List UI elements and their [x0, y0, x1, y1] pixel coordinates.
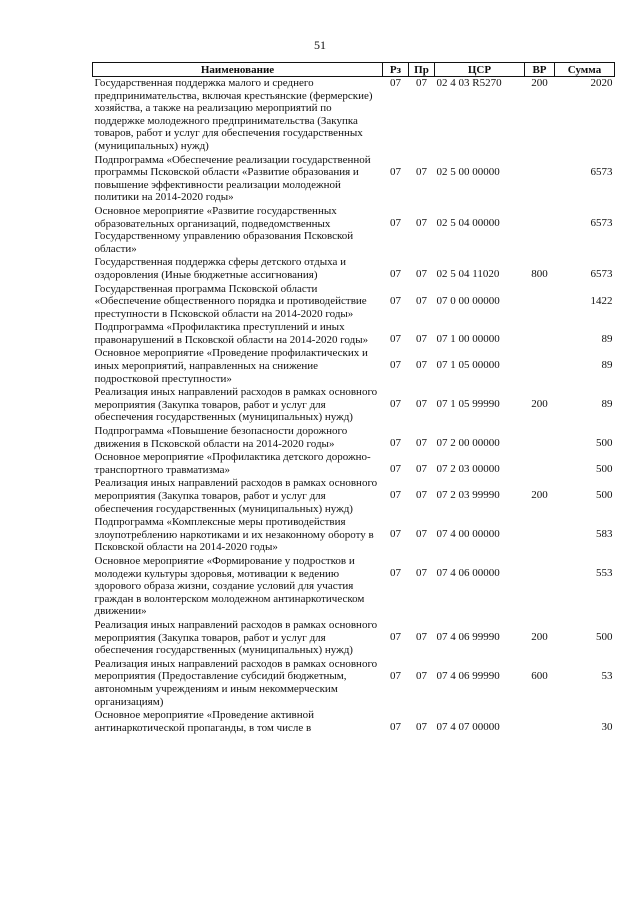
cell-name: Основное мероприятие «Развитие государственных образовательных организаций, подведомственных Государственному управлению образования Псковской области» [94, 204, 354, 255]
cell-csr: 02 5 04 00000 [436, 216, 500, 229]
cell-name: Реализация иных направлений расходов в рамках основного мероприятия (Закупка товаров, работ и услуг для обеспечения государственных (муниципальных) нужд) [94, 477, 378, 515]
cell-sum: 583 [596, 528, 613, 541]
cell-sum: 89 [601, 359, 613, 372]
cell-vr: 800 [531, 268, 548, 281]
cell-sum: 553 [596, 566, 613, 579]
cell-name: Основное мероприятие «Формирование у подростков и молодежи культуры здоровья, мотивации к ведению здорового образа жизни, создание условий для участия граждан в волонтерском молодежном антинаркотическом движении» [94, 554, 365, 618]
cell-vr: 200 [531, 630, 548, 643]
cell-vr [525, 347, 555, 386]
table-row [93, 386, 615, 425]
cell-rz: 07 [390, 216, 401, 229]
cell-rz: 07 [390, 77, 401, 89]
table-body [93, 77, 615, 736]
cell-vr [525, 205, 555, 256]
table-row [93, 425, 615, 451]
cell-rz: 07 [390, 268, 401, 281]
cell-name: Государственная поддержка сферы детского отдыха и оздоровления (Иные бюджетные ассигнования) [94, 256, 347, 281]
cell-sum: 53 [601, 669, 613, 682]
cell-sum: 6573 [590, 268, 613, 281]
cell-csr: 07 4 06 99990 [436, 669, 500, 682]
header-pr: Пр [409, 63, 435, 77]
table-row [93, 619, 615, 658]
cell-name: Подпрограмма «Профилактика преступлений и иных правонарушений в Псковской области на 2014-2020 годы» [94, 321, 369, 346]
cell-rz: 07 [390, 669, 401, 682]
cell-name: Подпрограмма «Обеспечение реализации государственной программы Псковской области «Развитие образования и повышение эффективности реализации молодежной политики на 2014-2020 годы» [94, 153, 371, 204]
cell-csr: 07 4 07 00000 [436, 721, 500, 734]
cell-pr: 07 [416, 489, 427, 502]
table-row [93, 451, 615, 477]
cell-rz: 07 [390, 630, 401, 643]
cell-name: Основное мероприятие «Профилактика детского дорожно-транспортного травматизма» [94, 451, 371, 476]
cell-rz: 07 [390, 463, 401, 476]
cell-csr: 07 4 06 00000 [436, 566, 500, 579]
cell-pr: 07 [416, 721, 427, 734]
cell-rz: 07 [390, 566, 401, 579]
cell-vr: 200 [531, 489, 548, 502]
cell-sum: 89 [601, 333, 613, 346]
header-vr: ВР [525, 63, 555, 77]
cell-name: Реализация иных направлений расходов в рамках основного мероприятия (Закупка товаров, работ и услуг для обеспечения государственных (муниципальных) нужд) [94, 386, 378, 424]
table-row [93, 347, 615, 386]
table-row [93, 516, 615, 555]
cell-name: Основное мероприятие «Проведение профилактических и иных мероприятий, направленных на снижение подростковой преступности» [94, 347, 368, 385]
cell-vr [525, 709, 555, 735]
cell-sum: 89 [601, 398, 613, 411]
header-name: Наименование [93, 63, 383, 77]
cell-vr [525, 516, 555, 555]
table-row [93, 205, 615, 256]
cell-pr: 07 [416, 359, 427, 372]
table-row [93, 477, 615, 516]
cell-pr: 07 [416, 463, 427, 476]
cell-vr: 200 [531, 77, 548, 89]
page-number: 51 [314, 38, 326, 52]
header-sum: Сумма [555, 63, 615, 77]
table-row [93, 555, 615, 619]
cell-pr: 07 [416, 268, 427, 281]
table-row [93, 709, 615, 735]
cell-name: Подпрограмма «Повышение безопасности дорожного движения в Псковской области на 2014-2020 годы» [94, 425, 348, 450]
cell-vr [525, 283, 555, 322]
cell-sum: 1422 [590, 294, 613, 307]
cell-csr: 07 4 06 99990 [436, 630, 500, 643]
cell-vr [525, 555, 555, 619]
cell-name: Подпрограмма «Комплексные меры противодействия злоупотреблению наркотиками и их незаконному обороту в Псковской области на 2014-2020 годы» [94, 516, 374, 554]
cell-rz: 07 [390, 333, 401, 346]
cell-rz: 07 [390, 294, 401, 307]
cell-pr: 07 [416, 216, 427, 229]
cell-name: Государственная программа Псковской области «Обеспечение общественного порядка и противодействие преступности в Псковской области на 2014-2020 годы» [94, 282, 367, 320]
table-row [93, 77, 615, 154]
cell-pr: 07 [416, 77, 427, 89]
cell-sum: 500 [596, 463, 613, 476]
cell-rz: 07 [390, 721, 401, 734]
header-csr: ЦСР [435, 63, 525, 77]
cell-vr [525, 451, 555, 477]
cell-sum: 6573 [590, 216, 613, 229]
cell-csr: 07 1 00 00000 [436, 333, 500, 346]
cell-pr: 07 [416, 398, 427, 411]
header-row [93, 63, 615, 77]
cell-sum: 500 [596, 437, 613, 450]
cell-pr: 07 [416, 294, 427, 307]
cell-csr: 02 5 04 11020 [436, 268, 500, 281]
header-rz: Рз [383, 63, 409, 77]
cell-sum: 500 [596, 489, 613, 502]
cell-csr: 07 1 05 99990 [436, 398, 500, 411]
cell-sum: 6573 [590, 165, 613, 178]
cell-vr [525, 425, 555, 451]
cell-pr: 07 [416, 669, 427, 682]
cell-pr: 07 [416, 333, 427, 346]
cell-csr: 07 4 00 00000 [436, 528, 500, 541]
cell-name: Государственная поддержка малого и среднего предпринимательства, включая крестьянские (фермерские) хозяйства, а также на реализацию мероприятий по поддержке молодежного предпринимательства (Закупка товаров, работ и услуг для обеспечения государственных (муниципальных) нужд) [94, 77, 373, 152]
cell-rz: 07 [390, 489, 401, 502]
cell-name: Реализация иных направлений расходов в рамках основного мероприятия (Предоставление субсидий бюджетным, автономным учреждениям и иным некоммерческим организациям) [94, 657, 378, 708]
cell-rz: 07 [390, 398, 401, 411]
budget-table [92, 62, 615, 735]
table-row [93, 283, 615, 322]
cell-csr: 07 2 00 00000 [436, 437, 500, 450]
cell-pr: 07 [416, 630, 427, 643]
cell-csr: 02 4 03 R5270 [436, 77, 502, 89]
cell-name: Основное мероприятие «Проведение активной антинаркотической пропаганды, в том числе в [94, 709, 315, 734]
cell-sum: 30 [601, 721, 613, 734]
cell-csr: 07 0 00 00000 [436, 294, 500, 307]
cell-vr [525, 321, 555, 347]
cell-csr: 02 5 00 00000 [436, 165, 500, 178]
table-row [93, 321, 615, 347]
cell-pr: 07 [416, 528, 427, 541]
table-header [93, 63, 615, 77]
cell-rz: 07 [390, 359, 401, 372]
cell-pr: 07 [416, 165, 427, 178]
cell-pr: 07 [416, 437, 427, 450]
cell-csr: 07 2 03 99990 [436, 489, 500, 502]
cell-pr: 07 [416, 566, 427, 579]
cell-sum: 2020 [590, 77, 613, 89]
cell-rz: 07 [390, 437, 401, 450]
table-row [93, 256, 615, 282]
cell-vr: 600 [531, 669, 548, 682]
table-row [93, 154, 615, 205]
cell-rz: 07 [390, 528, 401, 541]
cell-csr: 07 1 05 00000 [436, 359, 500, 372]
cell-name: Реализация иных направлений расходов в рамках основного мероприятия (Закупка товаров, работ и услуг для обеспечения государственных (муниципальных) нужд) [94, 618, 378, 657]
cell-vr [525, 154, 555, 205]
cell-csr: 07 2 03 00000 [436, 463, 500, 476]
cell-vr: 200 [531, 398, 548, 411]
cell-rz: 07 [390, 165, 401, 178]
table-row [93, 658, 615, 709]
cell-sum: 500 [596, 630, 613, 643]
